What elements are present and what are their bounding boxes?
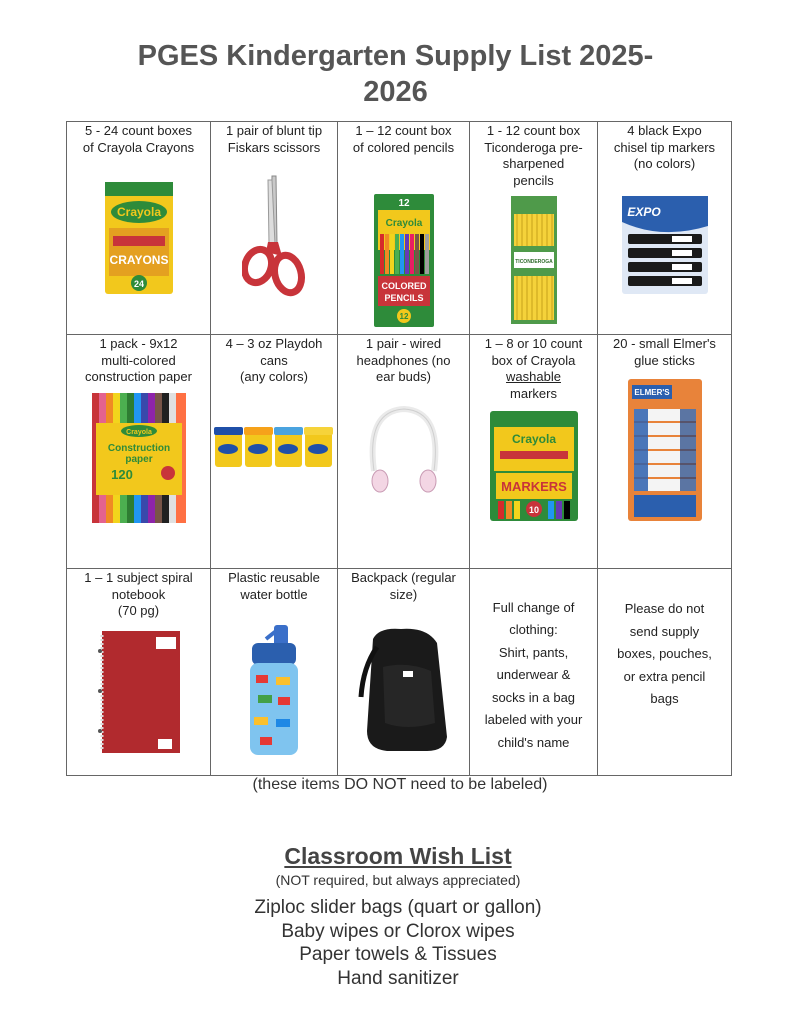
cell-line: bags xyxy=(650,691,679,706)
cell-line: size) xyxy=(389,586,418,602)
supply-cell-glue-sticks xyxy=(598,335,732,569)
cell-line: water bottle xyxy=(240,586,308,602)
list-item: Ziploc slider bags (quart or gallon) xyxy=(254,897,542,918)
supply-cell-notebook xyxy=(67,569,211,776)
table-row xyxy=(67,122,732,335)
cell-line: or extra pencil xyxy=(623,668,706,684)
labeling-note: (these items DO NOT need to be labeled) xyxy=(252,776,548,793)
cell-line: boxes, pouches, xyxy=(617,646,712,661)
cell-line: Shirt, pants, xyxy=(498,644,569,660)
svg-text:ELMER'S: ELMER'S xyxy=(633,388,670,397)
cell-line: labeled with your xyxy=(484,712,583,728)
title-line-1: PGES Kindergarten Supply List 2025- xyxy=(137,40,654,72)
colored-pencils-box-icon xyxy=(374,194,434,327)
supply-cell-backpack xyxy=(338,569,470,776)
cell-line: 1 – 12 count box xyxy=(355,123,452,138)
supply-cell-please-do-not xyxy=(598,569,732,776)
svg-text:PENCILS: PENCILS xyxy=(383,293,424,303)
wish-list xyxy=(0,896,791,990)
cell-line: socks in a bag xyxy=(491,689,576,705)
svg-text:24: 24 xyxy=(133,279,144,289)
svg-text:Crayola: Crayola xyxy=(125,429,152,436)
cell-line: send supply xyxy=(629,623,700,639)
cell-line: box of Crayola xyxy=(491,352,576,368)
cell-line xyxy=(473,369,594,386)
supply-cell-water-bottle xyxy=(211,569,338,776)
svg-text:120: 120 xyxy=(110,467,133,482)
cell-line: multi-colored xyxy=(101,352,176,368)
svg-text:COLORED: COLORED xyxy=(381,281,426,291)
svg-text:10: 10 xyxy=(528,505,539,515)
svg-text:EXPO: EXPO xyxy=(626,205,661,219)
supply-cell-headphones xyxy=(338,335,470,569)
cell-line: 1 - 12 count box xyxy=(486,123,581,138)
table-row xyxy=(67,335,732,569)
cell-line: 1 – 1 subject spiral xyxy=(84,570,193,585)
svg-text:paper: paper xyxy=(124,454,153,465)
cell-line: cans xyxy=(260,352,288,368)
supply-cell-colored-pencils xyxy=(338,122,470,335)
markers-box-icon xyxy=(490,411,578,521)
underlined-word: washable xyxy=(506,369,561,384)
svg-text:Crayola: Crayola xyxy=(385,218,422,229)
cell-line: construction paper xyxy=(85,369,192,384)
scissors-icon xyxy=(242,174,306,300)
cell-line: child's name xyxy=(497,734,570,750)
cell-line: Backpack (regular xyxy=(351,570,456,585)
supply-cell-markers xyxy=(470,335,598,569)
cell-line: Plastic reusable xyxy=(228,570,320,585)
supply-cell-pencils xyxy=(470,122,598,335)
supply-cell-crayons xyxy=(67,122,211,335)
cell-line: Fiskars scissors xyxy=(227,139,321,155)
list-item: Paper towels & Tissues xyxy=(299,944,497,965)
cell-line: markers xyxy=(510,385,557,401)
svg-text:Crayola: Crayola xyxy=(511,432,556,446)
cell-line: 5 - 24 count boxes xyxy=(85,123,192,138)
cell-line: 1 – 8 or 10 count xyxy=(484,336,583,351)
svg-text:12: 12 xyxy=(399,312,408,321)
list-item: Hand sanitizer xyxy=(337,967,459,989)
glue-sticks-icon xyxy=(628,379,702,521)
cell-line: chisel tip markers xyxy=(613,139,716,155)
cell-line: Full change of xyxy=(492,599,575,615)
cell-line: ear buds) xyxy=(376,369,431,384)
cell-line: 1 pair of blunt tip xyxy=(225,123,323,138)
spiral-notebook-icon xyxy=(98,631,180,753)
svg-text:Construction: Construction xyxy=(107,443,170,454)
svg-text:Crayola: Crayola xyxy=(116,205,161,219)
wish-list-subtitle: (NOT required, but always appreciated) xyxy=(275,872,521,888)
cell-line: headphones (no xyxy=(356,352,451,368)
cell-line: 4 black Expo xyxy=(627,123,702,138)
page-title xyxy=(0,38,791,110)
cell-line: Ticonderoga pre- xyxy=(484,139,583,155)
supply-cell-playdoh xyxy=(211,335,338,569)
title-line-2: 2026 xyxy=(363,76,428,108)
supply-table xyxy=(66,121,732,776)
cell-line: underwear & xyxy=(496,667,571,683)
cell-line: of colored pencils xyxy=(352,139,455,155)
water-bottle-icon xyxy=(246,625,302,755)
playdoh-cans-icon xyxy=(214,427,334,469)
expo-markers-icon xyxy=(622,196,708,294)
svg-text:MARKERS: MARKERS xyxy=(500,479,567,494)
cell-line: clothing: xyxy=(509,622,558,638)
cell-line: 1 pack - 9x12 xyxy=(99,336,178,351)
supply-cell-construction-paper xyxy=(67,335,211,569)
supply-cell-expo-markers xyxy=(598,122,732,335)
cell-line: sharpened xyxy=(502,156,565,171)
pencils-pack-icon xyxy=(511,196,557,324)
cell-line: 1 pair - wired xyxy=(365,336,442,351)
supply-cell-scissors xyxy=(211,122,338,335)
cell-line: pencils xyxy=(513,172,554,188)
supply-cell-change-of-clothing xyxy=(470,569,598,776)
list-item: Baby wipes or Clorox wipes xyxy=(281,920,515,942)
crayons-box-icon xyxy=(105,182,173,294)
cell-line: (any colors) xyxy=(240,369,308,384)
wish-list-title: Classroom Wish List xyxy=(284,843,512,869)
cell-line: of Crayola Crayons xyxy=(82,139,195,155)
svg-text:TICONDEROGA: TICONDEROGA xyxy=(514,259,553,265)
svg-text:12: 12 xyxy=(397,198,410,209)
headphones-icon xyxy=(366,401,442,497)
cell-line: glue sticks xyxy=(634,352,695,368)
cell-line: Please do not xyxy=(624,601,705,616)
cell-line: (70 pg) xyxy=(117,603,160,618)
svg-text:CRAYONS: CRAYONS xyxy=(109,253,168,267)
cell-line: (no colors) xyxy=(633,156,696,171)
cell-line: 4 – 3 oz Playdoh xyxy=(225,336,323,351)
cell-line: 20 - small Elmer's xyxy=(613,336,716,351)
table-row xyxy=(67,569,732,776)
cell-line: notebook xyxy=(111,586,166,602)
backpack-icon xyxy=(357,627,451,753)
construction-paper-icon xyxy=(92,393,186,523)
